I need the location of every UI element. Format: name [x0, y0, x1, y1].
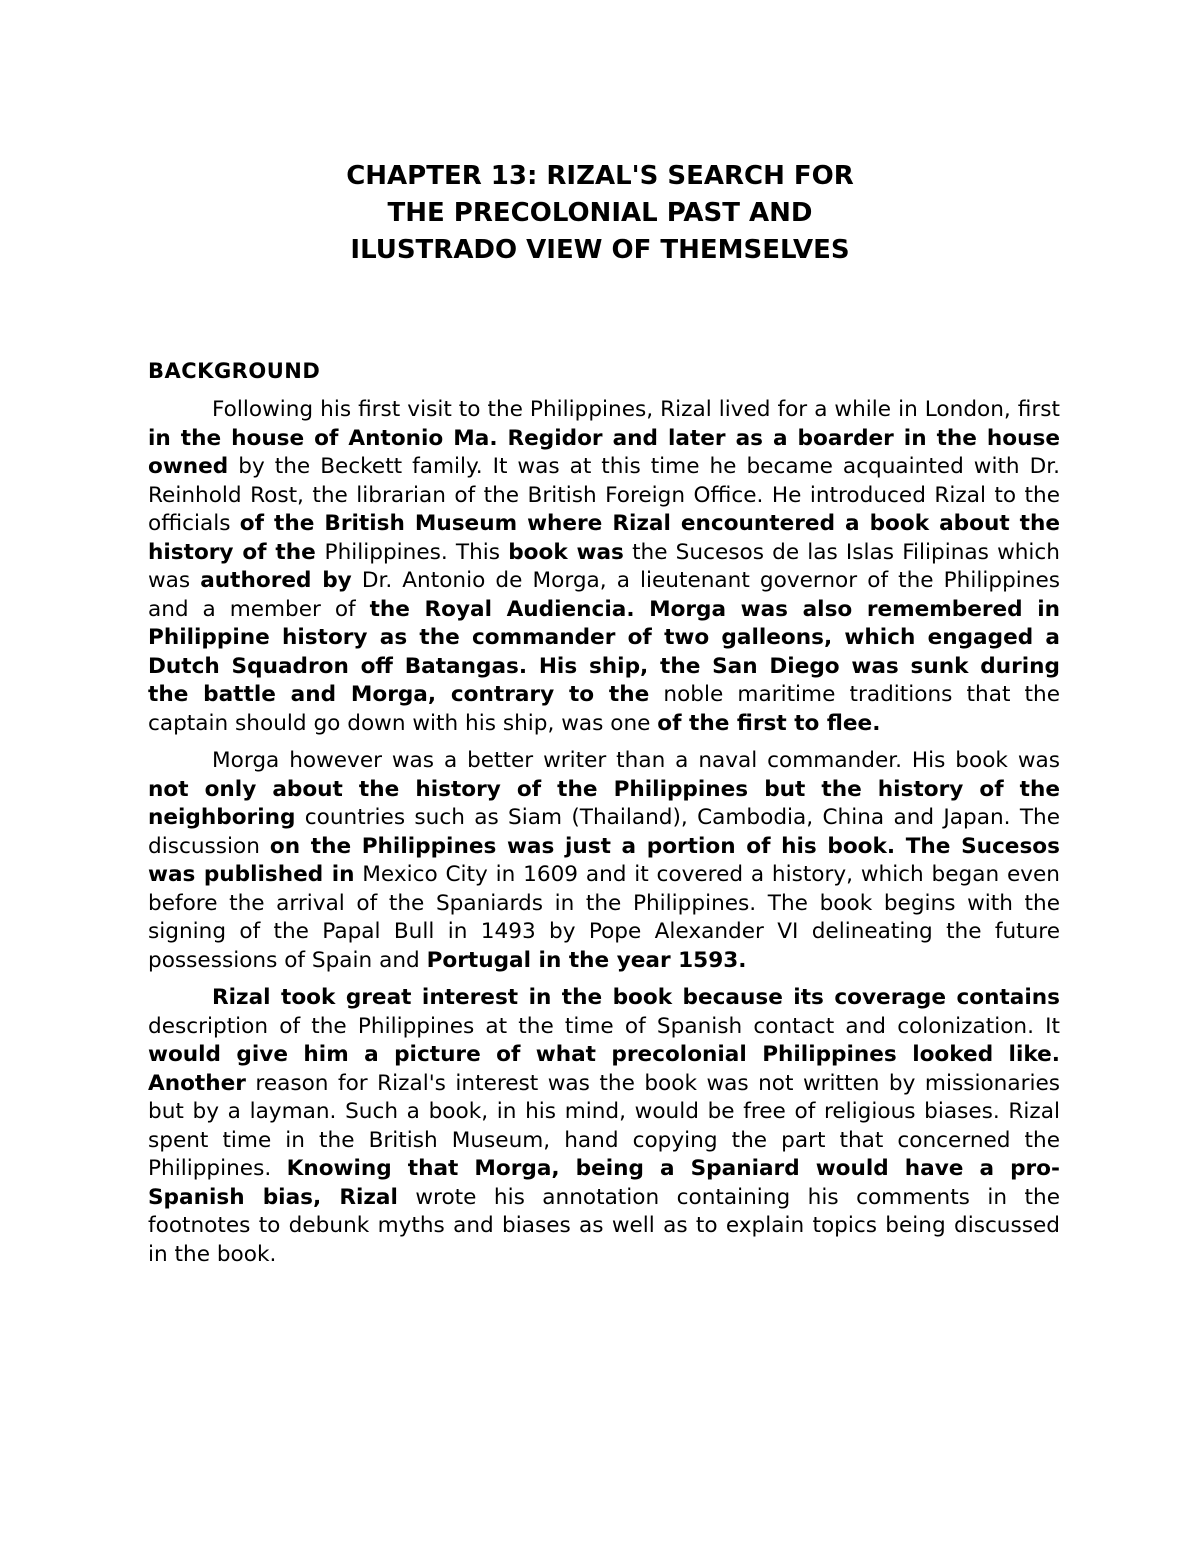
text-run: Dr. Antonio de Morga, a lieutenant governor of the Philippines and a member of [148, 568, 1060, 622]
text-run: the Sucesos de las Islas Filipinas which was [148, 539, 1060, 593]
chapter-title [0, 158, 1200, 269]
body-text [148, 396, 1060, 1278]
bold-text-run: of the first to flee. [657, 710, 881, 736]
paragraph-1 [148, 396, 1060, 738]
bold-text-run: Knowing that Morga, being a Spaniard would have a pro-Spanish bias, Rizal [148, 1156, 1060, 1210]
bold-text-run: of the British Museum where Rizal encountered a book about the history of the [148, 511, 1060, 565]
text-run: by the Beckett family. It was at this time he became acquainted with Dr. Reinhold Rost, the librarian of the British Foreign Office. He introduced Rizal to the officials [148, 454, 1060, 536]
text-run: noble maritime traditions that the captain should go down with his ship, was one [148, 682, 1060, 736]
bold-text-run: the Royal Audiencia. Morga was also remembered in Philippine history as the commander of two galleons, which engaged a Dutch Squadron off Batangas. His ship, the San Diego was sunk during the battle and Morga, contrary to the [148, 596, 1060, 707]
bold-text-run: Portugal in the year 1593. [426, 947, 747, 973]
text-run: reason for Rizal's interest was the book was not written by missionaries but by a layman. Such a book, in his mind, would be free of religious biases. Rizal spent time in the British Museum, hand copying the part that concerned the Philippines. [148, 1070, 1060, 1181]
chapter-title-line-2: THE PRECOLONIAL PAST AND [387, 198, 813, 228]
text-run: Morga however was a better writer than a naval commander. His book was [212, 748, 1060, 773]
bold-text-run: book was [508, 539, 624, 565]
bold-text-run: in the house of Antonio Ma. Regidor and later as a boarder in the house owned [148, 425, 1060, 479]
text-run: wrote his annotation containing his comments in the footnotes to debunk myths and biases as well as to explain topics being discussed in the book. [148, 1184, 1060, 1267]
bold-text-run: would give him a picture of what precolonial Philippines looked like. Another [148, 1042, 1060, 1096]
chapter-title-line-3: ILUSTRADO VIEW OF THEMSELVES [350, 235, 850, 265]
bold-text-run: Rizal took great interest in the book because its coverage contains [212, 985, 1060, 1010]
text-run: description of the Philippines at the time of Spanish contact and colonization. It [148, 1013, 1060, 1039]
chapter-title-line-1: CHAPTER 13: RIZAL'S SEARCH FOR [346, 161, 854, 191]
paragraph-3 [148, 984, 1060, 1269]
text-run: Philippines. This [324, 539, 509, 565]
text-run: Following his first visit to the Philippines, Rizal lived for a while in London, first [212, 397, 1060, 422]
bold-text-run: authored by [200, 568, 352, 593]
paragraph-2 [148, 747, 1060, 975]
text-run: Mexico City in 1609 and it covered a history, which began even before the arrival of the Spaniards in the Philippines. The book begins with the signing of the Papal Bull in 1493 by Pope Alexander VI delineating the future possessions of Spain and [148, 862, 1060, 973]
section-heading: BACKGROUND [148, 359, 321, 383]
bold-text-run: on the Philippines was just a portion of his book. The Sucesos was published in [148, 833, 1060, 887]
bold-text-run: not only about the history of the Philippines but the history of the neighboring [148, 776, 1060, 830]
text-run: countries such as Siam (Thailand), Cambodia, China and Japan. The discussion [148, 805, 1060, 859]
